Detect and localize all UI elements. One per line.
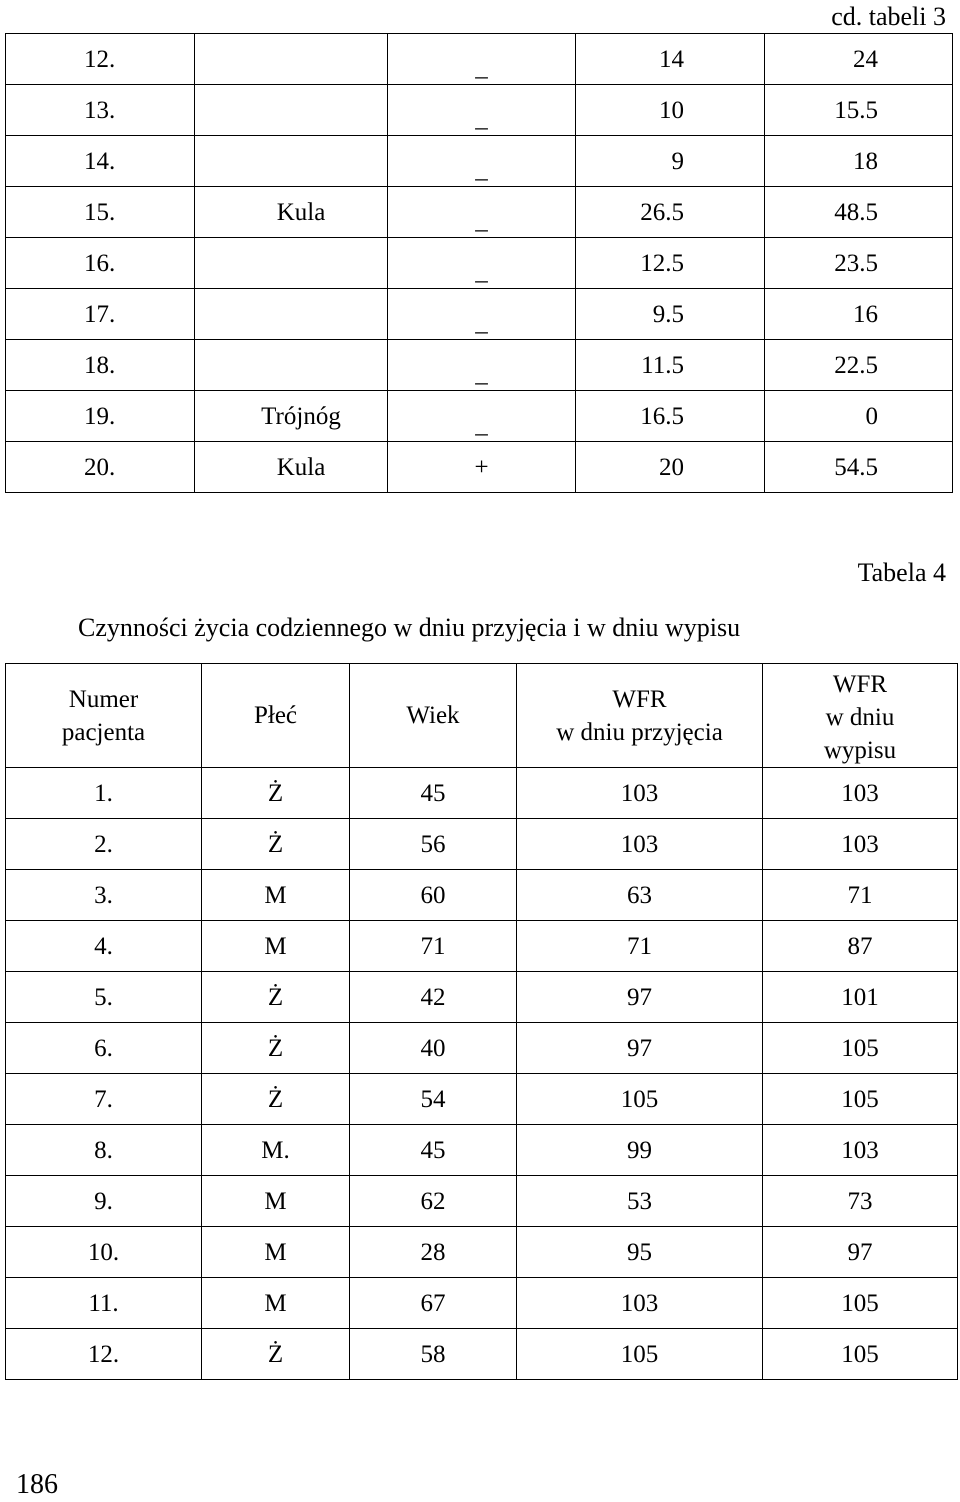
table-4: [5, 663, 958, 1380]
age-cell: 71: [350, 921, 517, 972]
table-row: [6, 870, 958, 921]
device-cell: [195, 340, 388, 391]
table-row: [6, 187, 953, 238]
table-row: [6, 442, 953, 493]
wfr-admission-cell: 95: [517, 1227, 763, 1278]
wfr-admission-cell: 63: [517, 870, 763, 921]
mark-cell: [388, 238, 576, 289]
header-wfr-admission: [517, 664, 763, 768]
patient-number-cell: 9.: [6, 1176, 202, 1227]
header-wfr-admission-line-2: w dniu przyjęcia: [556, 718, 723, 746]
header-wfr-discharge-line-3: wypisu: [823, 737, 897, 764]
mark-symbol: _: [475, 53, 488, 81]
wfr-admission-cell: 71: [517, 921, 763, 972]
mark-cell: [388, 187, 576, 238]
value-b-cell: 0: [765, 391, 953, 442]
table-row: [6, 238, 953, 289]
header-wfr-discharge: [763, 664, 958, 768]
value-a-cell: 10: [576, 85, 765, 136]
mark-cell: [388, 340, 576, 391]
patient-number-cell: 2.: [6, 819, 202, 870]
row-number: 18.: [6, 340, 195, 391]
value-a-cell: 9.5: [576, 289, 765, 340]
device-cell: [195, 136, 388, 187]
device-cell: [195, 34, 388, 85]
value-b-cell: 48.5: [765, 187, 953, 238]
sex-cell: M.: [202, 1125, 350, 1176]
mark-cell: [388, 34, 576, 85]
value-b-cell: 24: [765, 34, 953, 85]
value-b-cell: 23.5: [765, 238, 953, 289]
age-cell: 56: [350, 819, 517, 870]
wfr-discharge-cell: 105: [763, 1023, 958, 1074]
value-a-cell: 9: [576, 136, 765, 187]
age-cell: 45: [350, 768, 517, 819]
value-b-cell: 18: [765, 136, 953, 187]
table-row: [6, 921, 958, 972]
table-row: [6, 1074, 958, 1125]
mark-symbol: _: [475, 308, 488, 336]
patient-number-cell: 1.: [6, 768, 202, 819]
sex-cell: Ż: [202, 1023, 350, 1074]
device-cell: [195, 238, 388, 289]
wfr-discharge-cell: 103: [763, 819, 958, 870]
mark-symbol: _: [475, 206, 488, 234]
device-cell: Trójnóg: [195, 391, 388, 442]
table-row: [6, 1227, 958, 1278]
value-b-cell: 22.5: [765, 340, 953, 391]
sex-cell: M: [202, 1278, 350, 1329]
value-a-cell: 12.5: [576, 238, 765, 289]
sex-cell: M: [202, 870, 350, 921]
sex-cell: M: [202, 1176, 350, 1227]
table-row: [6, 768, 958, 819]
table-4-label: Tabela 4: [857, 558, 946, 587]
age-cell: 42: [350, 972, 517, 1023]
age-cell: 40: [350, 1023, 517, 1074]
row-number: 13.: [6, 85, 195, 136]
table-4-title: Czynności życia codziennego w dniu przyjęcia i w dniu wypisu: [78, 613, 741, 642]
age-cell: 60: [350, 870, 517, 921]
value-a-cell: 16.5: [576, 391, 765, 442]
table-row: [6, 1278, 958, 1329]
wfr-discharge-cell: 105: [763, 1074, 958, 1125]
wfr-admission-cell: 103: [517, 768, 763, 819]
sex-cell: Ż: [202, 768, 350, 819]
wfr-discharge-cell: 105: [763, 1329, 958, 1380]
header-age: Wiek: [350, 664, 517, 768]
row-number: 17.: [6, 289, 195, 340]
row-number: 20.: [6, 442, 195, 493]
patient-number-cell: 3.: [6, 870, 202, 921]
page-number: 186: [16, 1469, 58, 1500]
mark-cell: [388, 391, 576, 442]
wfr-admission-cell: 105: [517, 1329, 763, 1380]
wfr-discharge-cell: 71: [763, 870, 958, 921]
wfr-admission-cell: 103: [517, 1278, 763, 1329]
header-wfr-discharge-line-2: w dniu: [825, 704, 895, 731]
wfr-admission-cell: 105: [517, 1074, 763, 1125]
value-a-cell: 20: [576, 442, 765, 493]
table-row: [6, 340, 953, 391]
value-a-cell: 14: [576, 34, 765, 85]
age-cell: 67: [350, 1278, 517, 1329]
header-wfr-discharge-line-1: WFR: [832, 671, 888, 698]
wfr-discharge-cell: 97: [763, 1227, 958, 1278]
wfr-discharge-cell: 101: [763, 972, 958, 1023]
row-number: 15.: [6, 187, 195, 238]
patient-number-cell: 11.: [6, 1278, 202, 1329]
age-cell: 62: [350, 1176, 517, 1227]
sex-cell: Ż: [202, 972, 350, 1023]
table-3-body: [6, 34, 953, 493]
table-row: [6, 1329, 958, 1380]
wfr-admission-cell: 97: [517, 1023, 763, 1074]
table-row: [6, 819, 958, 870]
table-row: [6, 136, 953, 187]
row-number: 19.: [6, 391, 195, 442]
device-cell: Kula: [195, 442, 388, 493]
wfr-admission-cell: 103: [517, 819, 763, 870]
age-cell: 28: [350, 1227, 517, 1278]
table-row: [6, 85, 953, 136]
table-row: [6, 1125, 958, 1176]
wfr-discharge-cell: 103: [763, 1125, 958, 1176]
sex-cell: Ż: [202, 1329, 350, 1380]
table-row: [6, 391, 953, 442]
patient-number-cell: 4.: [6, 921, 202, 972]
mark-cell: [388, 85, 576, 136]
age-cell: 45: [350, 1125, 517, 1176]
sex-cell: M: [202, 1227, 350, 1278]
table-continuation-label: cd. tabeli 3: [831, 2, 946, 31]
value-b-cell: 54.5: [765, 442, 953, 493]
table-row: [6, 34, 953, 85]
age-cell: 58: [350, 1329, 517, 1380]
header-sex: Płeć: [202, 664, 350, 768]
patient-number-cell: 8.: [6, 1125, 202, 1176]
mark-symbol: _: [475, 104, 488, 132]
device-cell: [195, 85, 388, 136]
wfr-discharge-cell: 73: [763, 1176, 958, 1227]
table-3-continued: [5, 33, 953, 493]
mark-cell: [388, 136, 576, 187]
row-number: 14.: [6, 136, 195, 187]
table-row: [6, 1023, 958, 1074]
value-b-cell: 16: [765, 289, 953, 340]
header-wfr-admission-line-1: WFR: [612, 685, 667, 713]
value-a-cell: 26.5: [576, 187, 765, 238]
sex-cell: Ż: [202, 819, 350, 870]
patient-number-cell: 10.: [6, 1227, 202, 1278]
sex-cell: Ż: [202, 1074, 350, 1125]
value-b-cell: 15.5: [765, 85, 953, 136]
table-row: [6, 1176, 958, 1227]
patient-number-cell: 5.: [6, 972, 202, 1023]
device-cell: Kula: [195, 187, 388, 238]
patient-number-cell: 7.: [6, 1074, 202, 1125]
mark-symbol: _: [475, 155, 488, 183]
value-a-cell: 11.5: [576, 340, 765, 391]
mark-symbol: _: [475, 257, 488, 285]
mark-symbol: _: [475, 359, 488, 387]
wfr-discharge-cell: 103: [763, 768, 958, 819]
age-cell: 54: [350, 1074, 517, 1125]
patient-number-cell: 12.: [6, 1329, 202, 1380]
header-patient-line-1: Numer: [68, 685, 139, 713]
header-patient-line-2: pacjenta: [61, 718, 146, 746]
wfr-admission-cell: 99: [517, 1125, 763, 1176]
table-4-body: [6, 768, 958, 1380]
table-row: [6, 289, 953, 340]
wfr-admission-cell: 53: [517, 1176, 763, 1227]
header-patient-number: [6, 664, 202, 768]
table-row: [6, 972, 958, 1023]
row-number: 16.: [6, 238, 195, 289]
wfr-discharge-cell: 87: [763, 921, 958, 972]
mark-symbol: +: [474, 453, 489, 481]
table-4-header-row: [6, 664, 958, 768]
wfr-admission-cell: 97: [517, 972, 763, 1023]
device-cell: [195, 289, 388, 340]
mark-cell: [388, 289, 576, 340]
patient-number-cell: 6.: [6, 1023, 202, 1074]
mark-cell: [388, 442, 576, 493]
mark-symbol: _: [475, 410, 488, 438]
sex-cell: M: [202, 921, 350, 972]
row-number: 12.: [6, 34, 195, 85]
wfr-discharge-cell: 105: [763, 1278, 958, 1329]
